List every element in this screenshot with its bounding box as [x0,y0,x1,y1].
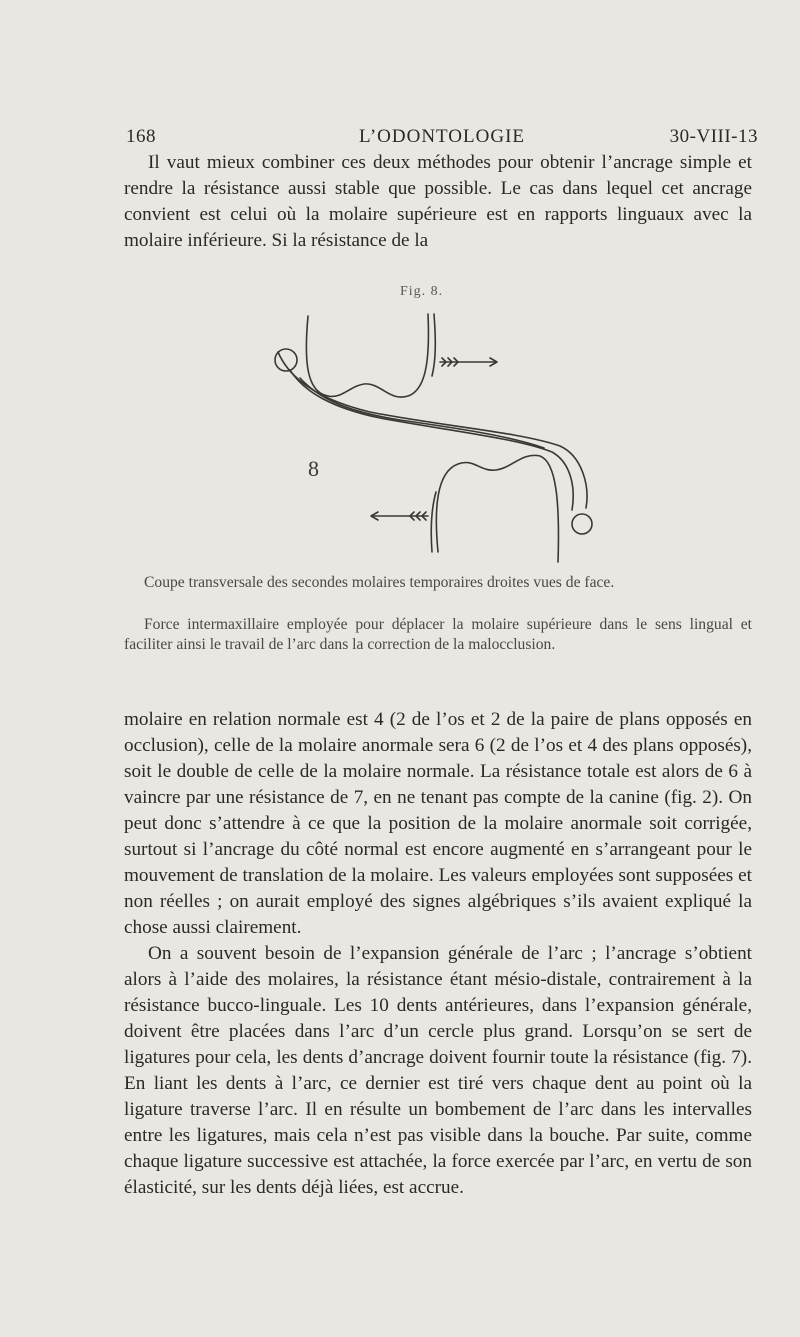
upper-molar-root-line [432,314,435,376]
figure-caption-2: Force intermaxillaire employée pour déplacer la molaire supérieure dans le sens lingual et faciliter ainsi le travail de l’arc dans la correction de la malocclusion. [124,616,752,653]
figure-8-diagram [260,300,620,570]
figure-label: Fig. 8. [400,284,444,299]
page-number: 168 [126,126,156,147]
journal-title: L’ODONTOLOGIE [358,126,526,147]
paragraph-3: On a souvent besoin de l’expansion générale de l’arc ; l’ancrage s’obtient alors à l’aide des molaires, la résistance étant mésio-distale, contrairement à la résistance bucco-linguale. Les 10 dents antérieures, dans l’expansion générale, doivent être placées dans l’arc d’un cercle plus grand. Lorsqu’on se sert de ligatures pour cela, les dents d’ancrage doivent fournir toute la résistance (fig. 7). En liant les dents à l’arc, ce dernier est tiré vers chaque dent au point où la ligature traverse l’arc. Il en résulte un bombement de l’arc dans les intervalles entre les ligatures, mais cela n’est pas visible dans la bouche. Par suite, comme chaque ligature successive est attachée, la force exercée par l’arc, en vertu de son élasticité, sur les dents déjà liées, est accrue. [124,943,752,1198]
figure-caption-1: Coupe transversale des secondes molaires temporaires droites vues de face. [144,574,615,591]
upper-molar-outline [306,314,428,397]
lower-molar-root-line [431,492,436,552]
archwire-lower-stroke [290,370,573,510]
figure-number-mark: 8 [308,456,319,481]
lower-molar-outline [436,455,558,562]
wire-loop-right [572,514,592,534]
archwire-third-stroke [300,378,544,448]
paragraph-2: molaire en relation normale est 4 (2 de l’os et 2 de la paire de plans opposés en occlusion), celle de la molaire anormale sera 6 (2 de l’os et 4 des plans opposés), soit le double de celle de la molaire normale. La résistance totale est alors de 6 à vaincre par une résistance de 7, en ne tenant pas compte de la canine (fig. 2). On peut donc s’attendre à ce que la position de la molaire anormale soit corrigée, surtout si l’ancrage du côté normal est encore augmenté en s’arrangeant pour le mouvement de translation de la molaire. Les valeurs employées sont supposées et non réelles ; on aurait employé des signes algébriques s’ils avaient expliqué la chose aussi clairement. [124,709,752,938]
issue-date: 30-VIII-13 [669,126,758,147]
paragraph-1: Il vaut mieux combiner ces deux méthodes pour obtenir l’ancrage simple et rendre la résistance aussi stable que possible. Le cas dans lequel cet ancrage convient est celui où la molaire supérieure est en rapports linguaux avec la molaire inférieure. Si la résistance de la [124,152,752,251]
